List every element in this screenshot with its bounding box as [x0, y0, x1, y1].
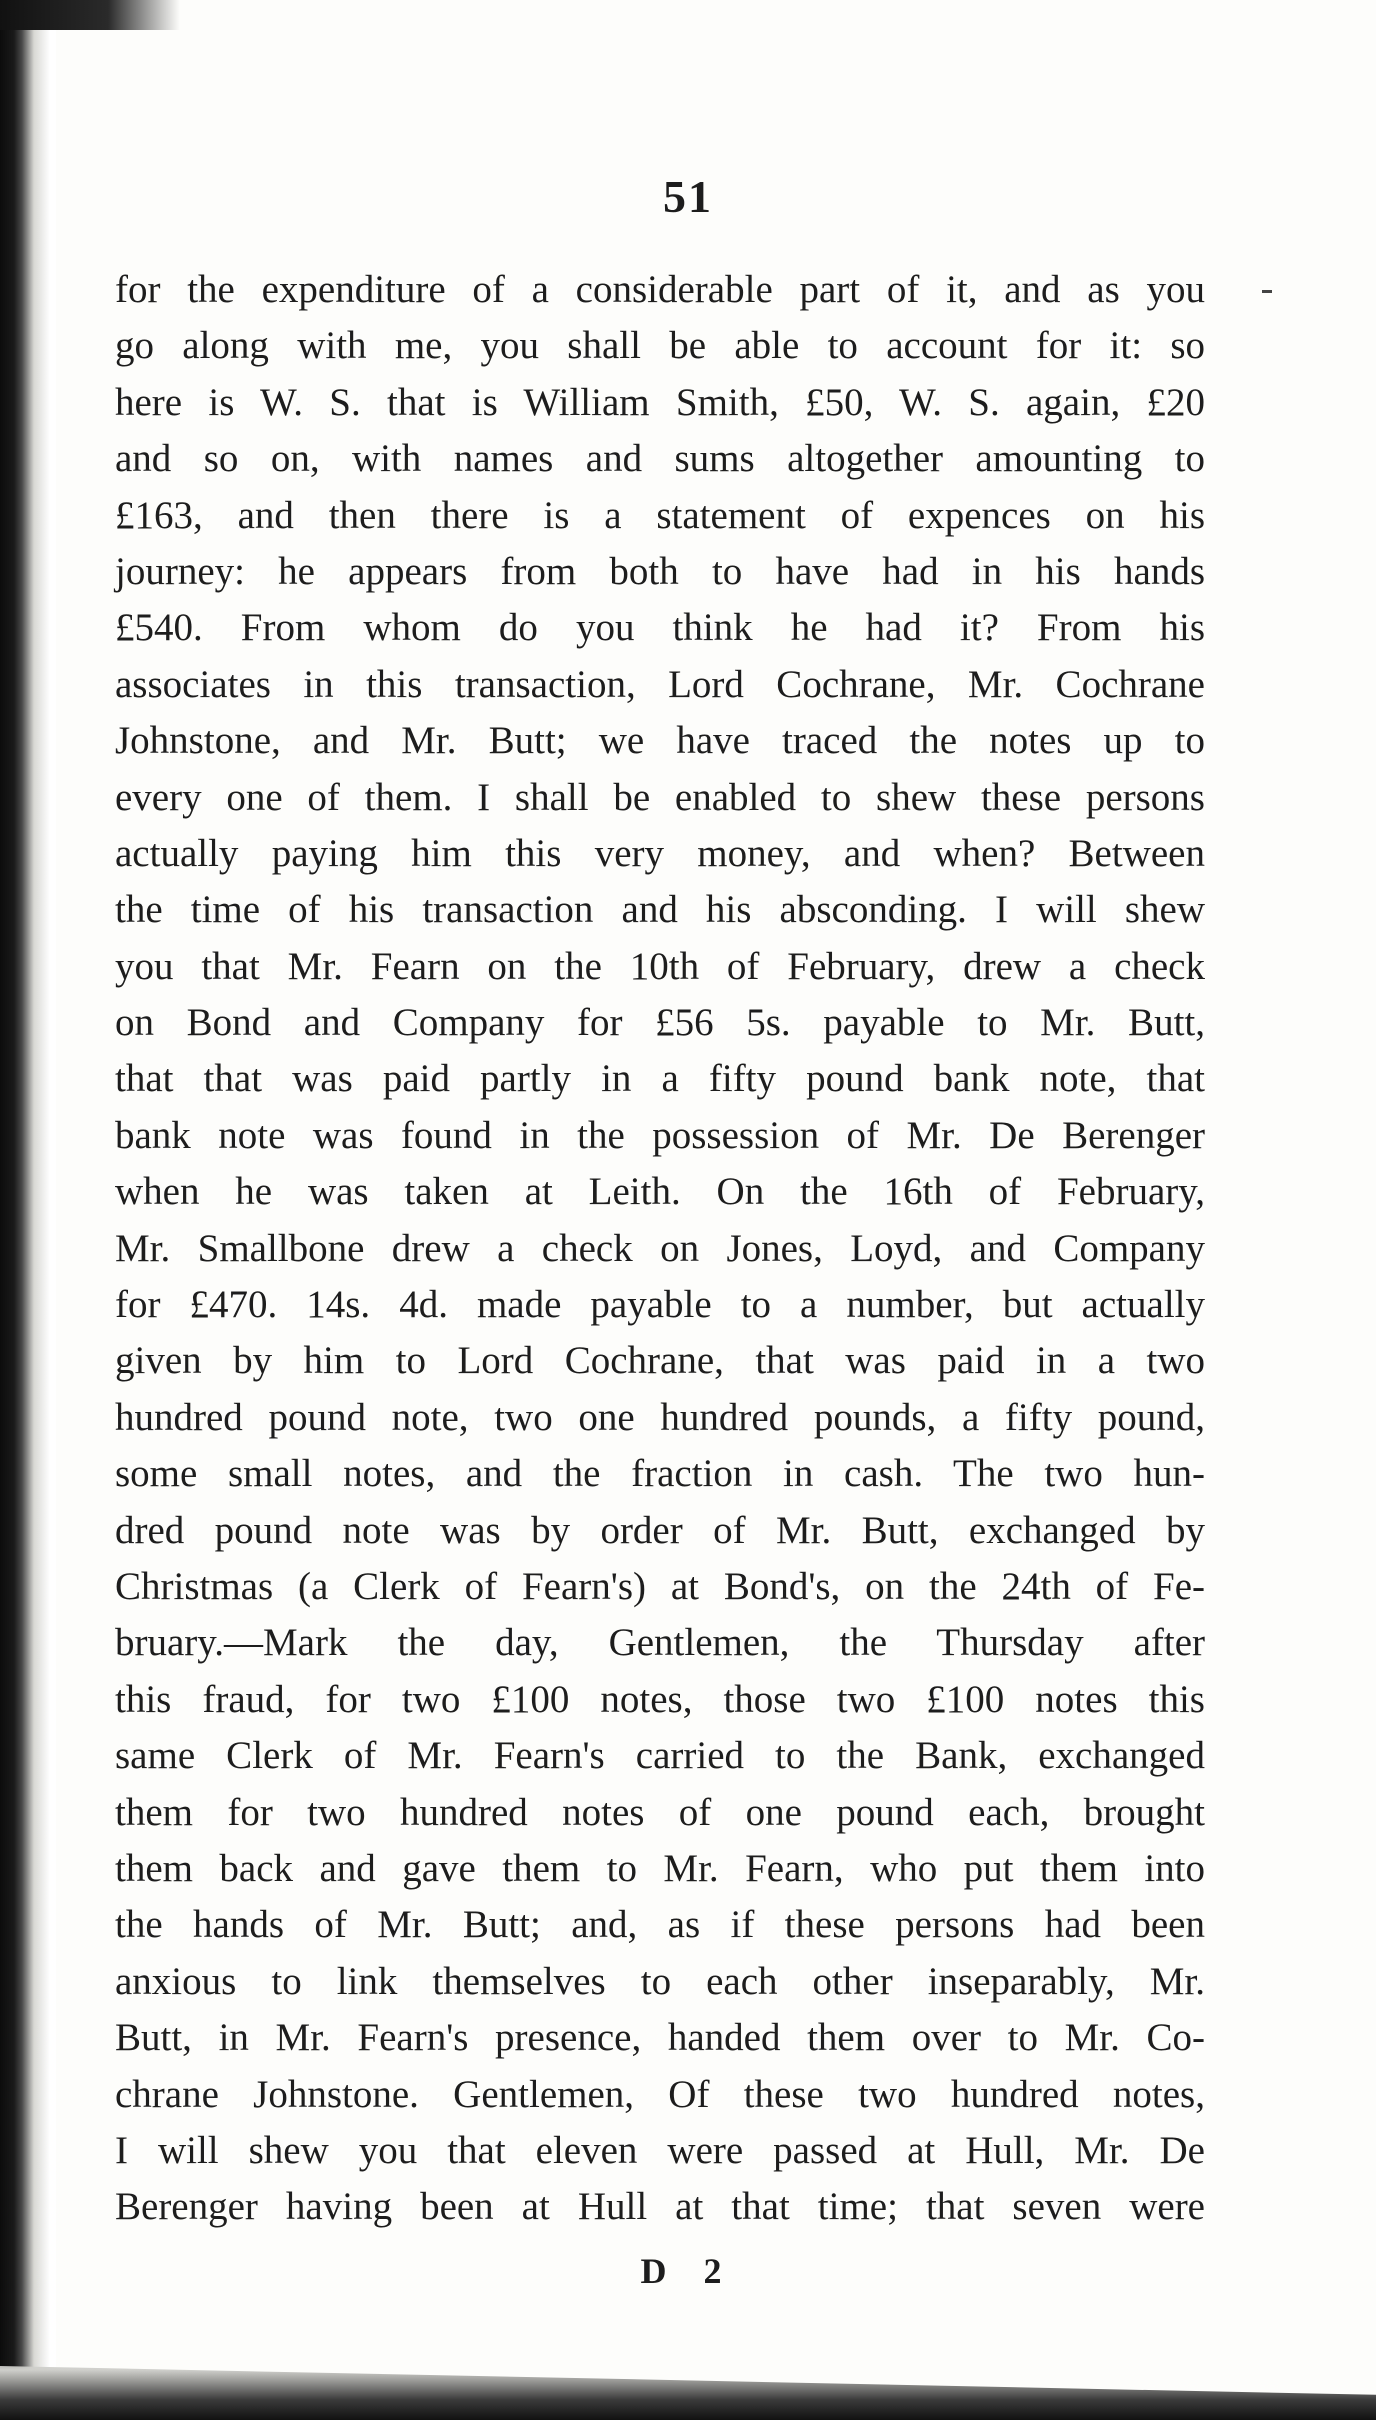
margin-mark — [1262, 290, 1272, 293]
text-line: dred pound note was by order of Mr. Butt, exchanged by — [115, 1508, 1205, 1552]
text-line: Butt, in Mr. Fearn's presence, handed them over to Mr. Co- — [115, 2016, 1205, 2060]
binding-edge — [0, 0, 56, 2420]
scan-shadow-top — [0, 0, 180, 30]
text-line: chrane Johnstone. Gentlemen, Of these two hundred notes, — [115, 2072, 1205, 2116]
signature-mark: D 2 — [640, 2251, 736, 2291]
text-line: £163, and then there is a statement of expences on his — [115, 493, 1205, 537]
page-number: 51 — [663, 171, 713, 222]
text-line: I will shew you that eleven were passed at Hull, Mr. De — [115, 2128, 1205, 2172]
text-line: on Bond and Company for £56 5s. payable to Mr. Butt, — [115, 1001, 1205, 1045]
text-line: associates in this transaction, Lord Cochrane, Mr. Cochrane — [115, 662, 1205, 706]
text-line: for £470. 14s. 4d. made payable to a number, but actually — [115, 1283, 1205, 1327]
text-line: given by him to Lord Cochrane, that was paid in a two — [115, 1339, 1205, 1383]
body-text — [115, 262, 1205, 2236]
text-line: the time of his transaction and his absconding. I will shew — [115, 888, 1205, 932]
text-line: some small notes, and the fraction in cash. The two hun- — [115, 1452, 1205, 1496]
text-line: this fraud, for two £100 notes, those two £100 notes this — [115, 1677, 1205, 1721]
text-line: journey: he appears from both to have had in his hands — [115, 549, 1205, 593]
text-line: Johnstone, and Mr. Butt; we have traced the notes up to — [115, 719, 1205, 763]
text-line: and so on, with names and sums altogether amounting to — [115, 437, 1205, 481]
text-line: bruary.—Mark the day, Gentlemen, the Thursday after — [115, 1621, 1205, 1665]
text-line: anxious to link themselves to each other inseparably, Mr. — [115, 1959, 1205, 2003]
text-line: when he was taken at Leith. On the 16th of February, — [115, 1170, 1205, 1214]
text-line: actually paying him this very money, and when? Between — [115, 831, 1205, 875]
text-line: the hands of Mr. Butt; and, as if these persons had been — [115, 1903, 1205, 1947]
text-line: here is W. S. that is William Smith, £50, W. S. again, £20 — [115, 380, 1205, 424]
text-line: you that Mr. Fearn on the 10th of February, drew a check — [115, 944, 1205, 988]
text-line: go along with me, you shall be able to account for it: so — [115, 324, 1205, 368]
text-line: Mr. Smallbone drew a check on Jones, Loyd, and Company — [115, 1226, 1205, 1270]
text-line: for the expenditure of a considerable part of it, and as you — [115, 268, 1205, 311]
text-line: that that was paid partly in a fifty pound bank note, that — [115, 1057, 1205, 1101]
text-line: £540. From whom do you think he had it? From his — [115, 606, 1205, 650]
text-line: hundred pound note, two one hundred pounds, a fifty pound, — [115, 1395, 1205, 1439]
text-line: them for two hundred notes of one pound each, brought — [115, 1790, 1205, 1834]
text-line: them back and gave them to Mr. Fearn, who put them into — [115, 1846, 1205, 1890]
text-line: bank note was found in the possession of Mr. De Berenger — [115, 1113, 1205, 1157]
text-line: every one of them. I shall be enabled to shew these persons — [115, 775, 1205, 819]
text-line: Christmas (a Clerk of Fearn's) at Bond's, on the 24th of Fe- — [115, 1564, 1205, 1608]
text-line: Berenger having been at Hull at that time; that seven were — [115, 2185, 1205, 2229]
text-line: same Clerk of Mr. Fearn's carried to the Bank, exchanged — [115, 1734, 1205, 1778]
